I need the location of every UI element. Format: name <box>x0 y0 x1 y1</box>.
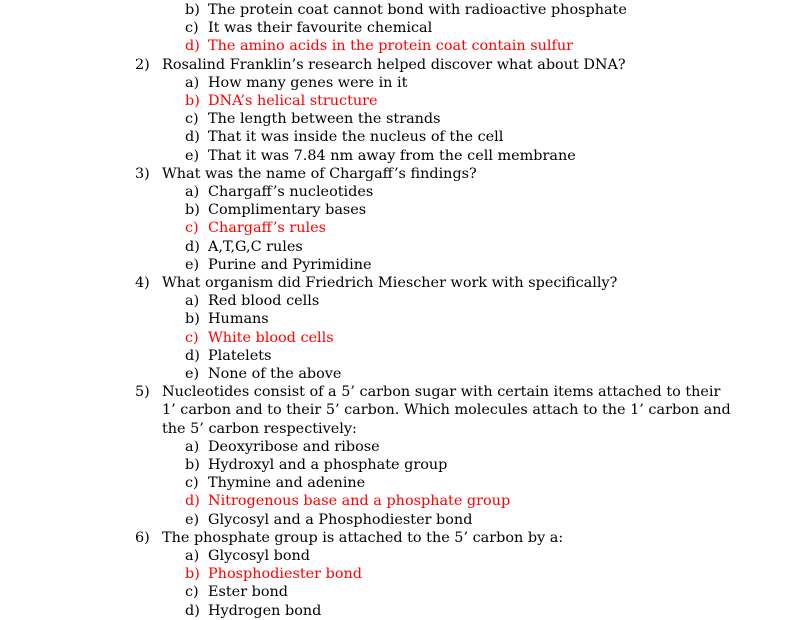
option-text: Glycosyl bond <box>208 548 310 564</box>
question-text: The phosphate group is attached to the 5’ carbon by a: <box>162 529 564 546</box>
option-label: b) <box>185 2 200 18</box>
option-text: Hydrogen bond <box>208 602 322 619</box>
option-text: The length between the strands <box>208 111 441 128</box>
option-text: DNA’s helical structure <box>208 93 378 109</box>
option-label: a) <box>185 548 200 564</box>
question-text: Nucleotides consist of a 5’ carbon sugar with certain items attached to their <box>162 384 721 401</box>
option-label: b) <box>185 457 200 473</box>
option-label: e) <box>185 147 200 164</box>
question-number: 2) <box>135 56 150 73</box>
option-label: c) <box>185 475 199 492</box>
option-label: b) <box>185 311 200 328</box>
option-text: Nitrogenous base and a phosphate group <box>208 493 511 510</box>
option-text: How many genes were in it <box>208 74 408 91</box>
option-text: Platelets <box>208 347 272 364</box>
option-label: a) <box>185 438 200 455</box>
option-label: d) <box>185 238 200 255</box>
option-text: Red blood cells <box>208 293 320 310</box>
option-text: None of the above <box>208 366 342 382</box>
option-label: d) <box>185 493 200 510</box>
option-label: b) <box>185 202 200 219</box>
option-text: That it was inside the nucleus of the cell <box>208 129 504 146</box>
question-number: 3) <box>135 165 150 182</box>
option-label: c) <box>185 111 199 128</box>
option-text: Purine and Pyrimidine <box>208 256 372 273</box>
option-label: d) <box>185 129 200 146</box>
option-text: Deoxyribose and ribose <box>208 438 380 455</box>
option-text: Thymine and adenine <box>208 475 366 492</box>
option-text: Phosphodiester bond <box>208 566 362 583</box>
option-label: c) <box>185 20 199 37</box>
option-label: a) <box>185 293 200 310</box>
option-text: The amino acids in the protein coat contain sulfur <box>208 38 573 55</box>
option-label: d) <box>185 347 200 364</box>
option-label: a) <box>185 74 200 91</box>
option-label: b) <box>185 566 200 583</box>
question-text: 1’ carbon and to their 5’ carbon. Which molecules attach to the 1’ carbon and <box>162 402 731 419</box>
option-text: Complimentary bases <box>208 202 367 219</box>
option-text: The protein coat cannot bond with radioactive phosphate <box>208 2 627 18</box>
question-number: 6) <box>135 529 150 546</box>
option-text: Hydroxyl and a phosphate group <box>208 457 448 473</box>
option-label: c) <box>185 220 199 237</box>
question-number: 4) <box>135 275 150 291</box>
option-label: e) <box>185 511 200 528</box>
question-text: the 5’ carbon respectively: <box>162 420 357 437</box>
option-label: c) <box>185 584 199 601</box>
question-text: What was the name of Chargaff’s findings? <box>162 165 477 182</box>
option-text: Ester bond <box>208 584 288 601</box>
option-label: e) <box>185 256 200 273</box>
option-label: a) <box>185 184 200 200</box>
option-text: It was their favourite chemical <box>208 20 433 37</box>
option-label: d) <box>185 602 200 619</box>
question-text: What organism did Friedrich Miescher work with specifically? <box>162 275 618 291</box>
option-label: b) <box>185 93 200 109</box>
option-label: c) <box>185 329 199 346</box>
option-text: That it was 7.84 nm away from the cell membrane <box>208 147 576 164</box>
question-number: 5) <box>135 384 150 401</box>
option-text: Glycosyl and a Phosphodiester bond <box>208 511 473 528</box>
option-text: A,T,G,C rules <box>208 238 303 255</box>
option-label: d) <box>185 38 200 55</box>
option-text: Humans <box>208 311 269 328</box>
option-text: White blood cells <box>208 329 334 346</box>
question-text: Rosalind Franklin’s research helped discover what about DNA? <box>162 56 626 73</box>
option-text: Chargaff’s rules <box>208 220 326 237</box>
option-label: e) <box>185 366 200 382</box>
option-text: Chargaff’s nucleotides <box>208 184 374 200</box>
